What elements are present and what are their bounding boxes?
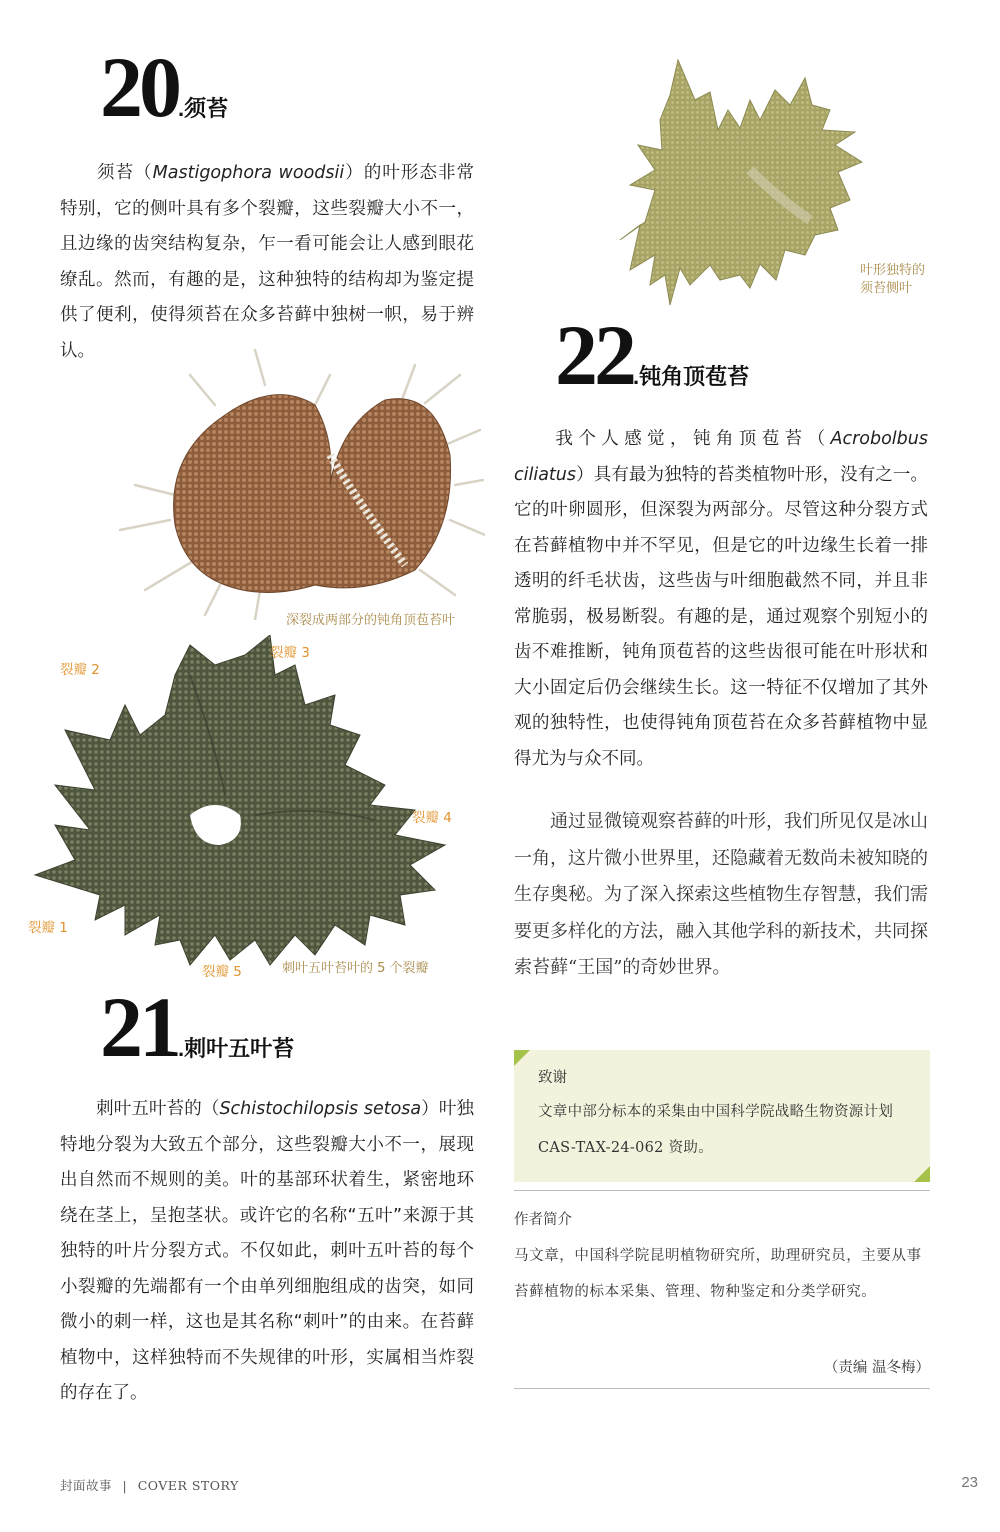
author-title: 作者简介 [514,1212,572,1228]
acrobolbus-leaf-image [115,345,485,620]
lobe-label-3: 裂瓣 3 [270,645,310,661]
section-22-text-post: ）具有最为独特的苔类植物叶形，没有之一。它的叶卵圆形，但深裂为两部分。尽管这种分裂方式在苔藓植物中并不罕见，但是它的叶边缘生长着一排透明的纤毛状齿，这些齿与叶细胞截然不同，并且非常脆弱，极易断裂。有趣的是，通过观察个别短小的齿不难推断，钝角顶苞苔的这些齿很可能在叶形状和大小固定后仍会继续生长。这一特征不仅增加了其外观的独特性，也使得钝角顶苞苔在众多苔藓植物中显得尤为与众不同。 [514,464,928,769]
section-22-heading [555,307,915,403]
section-22-latin-name: Acrobolbus ciliatus [514,429,928,485]
page-number: 23 [961,1474,978,1491]
section-21-text-post: ）叶独特地分裂为大致五个部分，这些裂瓣大小不一，展现出自然而不规则的美。叶的基部环状着生，紧密地环绕在茎上，呈抱茎状。或许它的名称“五叶”来源于其独特的叶片分裂方式。不仅如此，刺叶五叶苔的每个小裂瓣的先端都有一个由单列细胞组成的齿突，如同微小的刺一样，这也是其名称“刺叶”的由来。在苔藓植物中，这样独特而不失规律的叶形，实属相当炸裂的存在了。 [60,1099,475,1403]
lobe-label-5: 裂瓣 5 [202,964,242,980]
footer-section-cn: 封面故事 [60,1478,113,1493]
ack-corner-top-left [514,1050,530,1066]
conclusion-text: 通过显微镜观察苔藓的叶形，我们所见仅是冰山一角，这片微小世界里，还隐藏着无数尚未被知晓的生存奥秘。为了深入探索这些植物生存智慧，我们需要更多样化的方法，融入其他学科的新技术，共同探索苔藓“王国”的奇妙世界。 [514,811,928,978]
section-21-text-pre: 刺叶五叶苔的（ [96,1099,220,1119]
mastigophora-caption [860,262,980,298]
lobe-label-1: 裂瓣 1 [28,920,68,936]
author-bottom-rule [514,1388,930,1389]
section-20-number: 20 [100,39,178,135]
ack-text: 文章中部分标本的采集由中国科学院战略生物资源计划 CAS-TAX-24-062 资助。 [538,1104,894,1156]
mastigophora-leaf-image [600,50,870,308]
section-20-title: .须苔 [178,96,229,121]
section-21-heading [100,979,460,1075]
author-top-rule [514,1190,930,1191]
section-20-paragraph [60,156,474,369]
section-20-heading [100,39,400,135]
ack-corner-bottom-right [914,1166,930,1182]
section-22-paragraph [514,422,928,777]
section-22-text-pre: 我个人感觉，钝角顶苞苔（ [550,429,831,449]
acknowledgement-box [514,1050,930,1182]
section-21-number: 21 [100,979,178,1075]
footer-separator: | [122,1478,128,1493]
acrobolbus-caption: 深裂成两部分的钝角顶苞苔叶 [286,613,456,628]
schistochilopsis-caption: 刺叶五叶苔叶的 5 个裂瓣 [282,961,429,976]
schistochilopsis-leaf-image [15,635,460,975]
section-21-title: .刺叶五叶苔 [178,1036,295,1061]
section-21-paragraph [60,1092,474,1412]
section-21-latin-name: Schistochilopsis setosa [219,1099,422,1119]
mastigophora-caption-line1: 叶形独特的 [860,263,926,278]
editor-credit: （责编 温冬梅） [823,1360,930,1376]
ack-title: 致谢 [538,1070,567,1086]
section-20-latin-name: Mastigophora woodsii [152,163,345,183]
footer-section-label [60,1476,239,1494]
section-20-text-post: ）的叶形态非常特别，它的侧叶具有多个裂瓣，这些裂瓣大小不一，且边缘的齿突结构复杂，乍一看可能会让人感到眼花缭乱。然而，有趣的是，这种独特的结构却为鉴定提供了便利，使得须苔在众多苔藓中独树一帜，易于辨认。 [60,163,475,361]
mastigophora-caption-line2: 须苔侧叶 [860,281,913,296]
section-22-title: .钝角顶苞苔 [633,364,750,389]
section-22-number: 22 [555,307,633,403]
author-text: 马文章，中国科学院昆明植物研究所，助理研究员，主要从事苔藓植物的标本采集、管理、物种鉴定和分类学研究。 [514,1248,922,1300]
lobe-label-2: 裂瓣 2 [60,662,100,678]
conclusion-paragraph [514,804,928,987]
footer-section-en: COVER STORY [137,1478,239,1493]
section-20-text-pre: 须苔（ [96,163,153,183]
lobe-label-4: 裂瓣 4 [412,810,452,826]
